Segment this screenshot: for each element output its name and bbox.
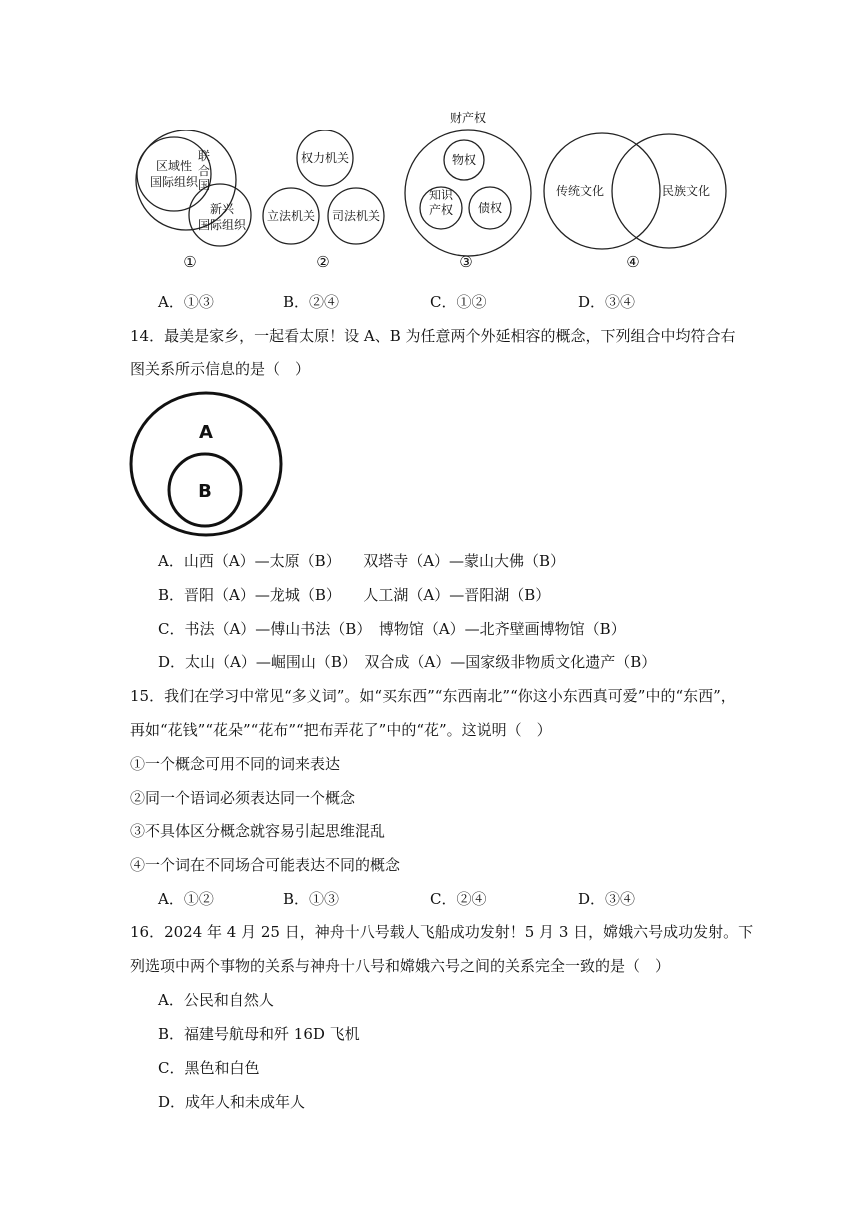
d4-right-label: 民族文化	[661, 184, 711, 198]
q16-option-d: D．成年人和未成年人	[158, 1093, 306, 1111]
d3-number: ③	[459, 253, 473, 270]
q15-statement-1: ①一个概念可用不同的词来表达	[130, 755, 341, 773]
q15-option-d: D．③④	[578, 890, 636, 908]
diagram-2	[260, 130, 390, 270]
d4-number: ④	[626, 253, 640, 270]
q14-option-c: C．书法（A）—傅山书法（B） 博物馆（A）—北齐壁画博物馆（B）	[158, 620, 626, 638]
q14-diagram-b: B	[198, 481, 212, 502]
d1-outer-label-3: 国	[197, 178, 211, 192]
d2-top-label: 权力机关	[300, 151, 350, 165]
d3-left-label-1: 知识	[428, 188, 454, 202]
q14-option-a: A．山西（A）—太原（B） 双塔寺（A）—蒙山大佛（B）	[158, 552, 566, 570]
d1-inner-label-2: 国际组织	[149, 175, 199, 189]
d3-outer-label: 财产权	[449, 111, 487, 125]
q15-statement-3: ③不具体区分概念就容易引起思维混乱	[130, 822, 386, 840]
q16-option-a: A．公民和自然人	[158, 991, 274, 1009]
d1-overlap-label-2: 国际组织	[197, 218, 247, 232]
q13-option-b: B．②④	[283, 293, 340, 311]
d1-number: ①	[183, 253, 197, 270]
q14-option-d: D．太山（A）—崛围山（B） 双合成（A）—国家级非物质文化遗产（B）	[158, 653, 657, 671]
q15-stem-line-2: 再如“花钱”“花朵”“花布”“把布弄花了”中的“花”。这说明（ ）	[130, 721, 552, 739]
q14-diagram	[128, 390, 284, 538]
d3-right-label: 债权	[477, 201, 503, 215]
q15-statement-4: ④一个词在不同场合可能表达不同的概念	[130, 856, 401, 874]
q15-option-b: B．①③	[283, 890, 340, 908]
d3-top-label: 物权	[451, 153, 477, 167]
q15-option-c: C．②④	[430, 890, 487, 908]
q16-option-c: C．黑色和白色	[158, 1059, 260, 1077]
d2-number: ②	[316, 253, 330, 270]
q15-statement-2: ②同一个语词必须表达同一个概念	[130, 789, 356, 807]
d1-outer-label-1: 联	[197, 149, 211, 163]
q13-option-c: C．①②	[430, 293, 487, 311]
q16-stem-line-2: 列选项中两个事物的关系与神舟十八号和嫦娥六号之间的关系完全一致的是（ ）	[130, 957, 671, 975]
q16-option-b: B．福建号航母和歼 16D 飞机	[158, 1025, 360, 1043]
q13-option-d: D．③④	[578, 293, 636, 311]
d1-overlap-label-1: 新兴	[209, 202, 235, 216]
q14-option-b: B．晋阳（A）—龙城（B） 人工湖（A）—晋阳湖（B）	[158, 586, 551, 604]
d2-right-label: 司法机关	[331, 209, 381, 223]
q14-stem-line-1: 14．最美是家乡，一起看太原！设 A、B 为任意两个外延相容的概念，下列组合中均符合右	[130, 327, 736, 345]
q15-option-a: A．①②	[158, 890, 214, 908]
q14-stem-line-2: 图关系所示信息的是（ ）	[130, 360, 311, 378]
d3-left-label-2: 产权	[428, 203, 454, 217]
d2-left-label: 立法机关	[266, 209, 316, 223]
d1-outer-label-2: 合	[197, 164, 211, 178]
d4-left-label: 传统文化	[555, 184, 605, 198]
d1-inner-label-1: 区域性	[155, 159, 193, 173]
diagram-1	[128, 130, 258, 270]
q14-diagram-a: A	[199, 422, 213, 443]
diagram-3	[400, 108, 535, 270]
diagram-4	[535, 130, 735, 270]
q13-option-a: A．①③	[158, 293, 214, 311]
q16-stem-line-1: 16．2024 年 4 月 25 日，神舟十八号载人飞船成功发射！5 月 3 日，嫦娥六号成功发射。下	[130, 923, 754, 941]
q15-stem-line-1: 15．我们在学习中常见“多义词”。如“买东西”“东西南北”“你这小东西真可爱”中的“东西”，	[130, 687, 736, 705]
